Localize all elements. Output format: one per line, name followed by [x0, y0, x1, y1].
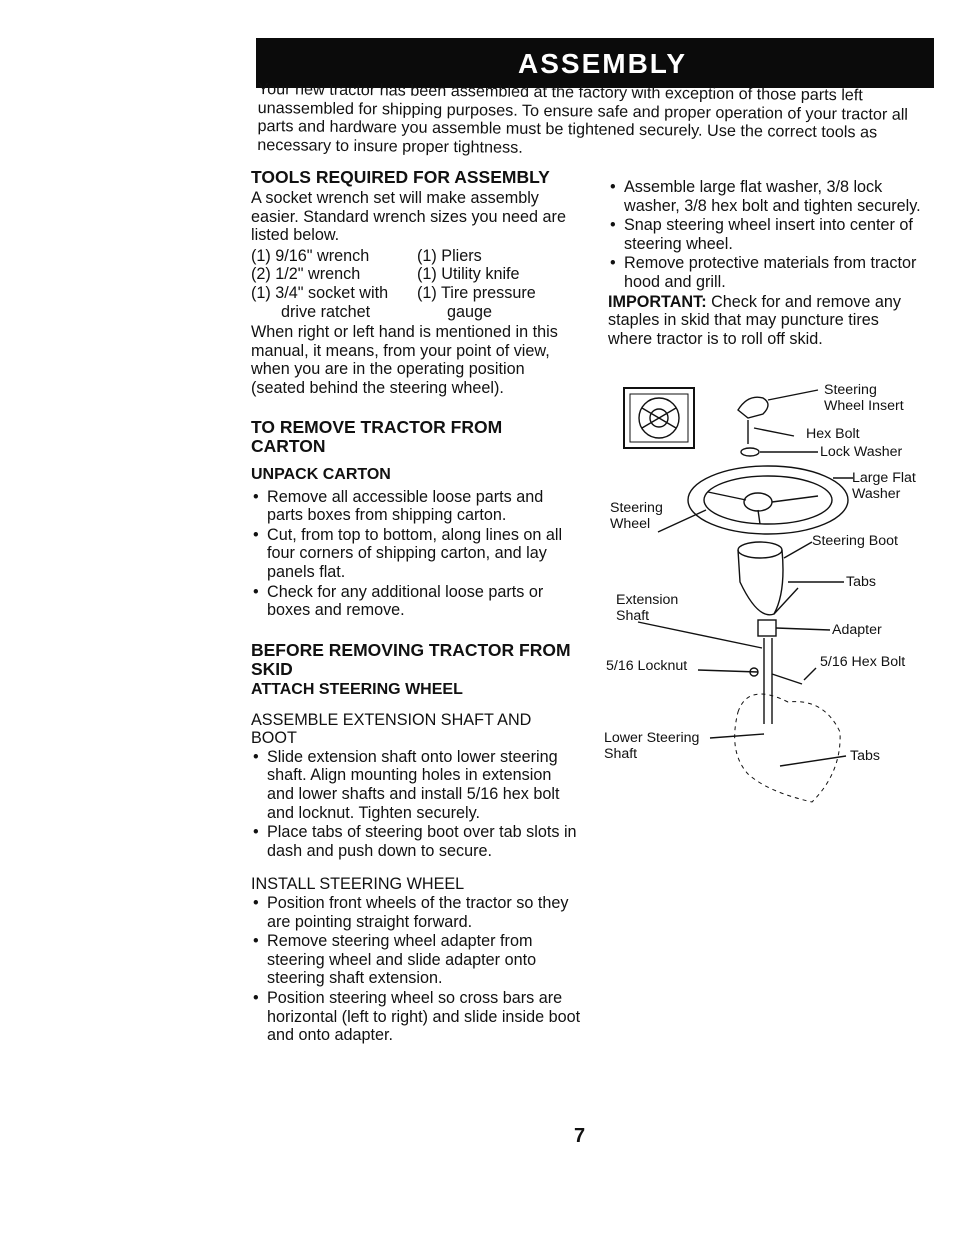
list-item: • Position steering wheel so cross bars are horizontal (left to right) and slide inside boot and onto adapter. — [251, 989, 581, 1045]
list-item: • Remove all accessible loose parts and parts boxes from shipping carton. — [251, 488, 581, 525]
tool-item: (1) Tire pressure — [417, 283, 536, 302]
hand-note: When right or left hand is mentioned in this manual, it means, from your point of view, when you are in the operating position (seated behind the steering wheel). — [251, 323, 558, 397]
tool-item: gauge — [447, 302, 493, 321]
label-lower-steering-shaft: Lower Steering Shaft — [604, 730, 700, 762]
list-item: • Remove steering wheel adapter from steering wheel and slide adapter onto steering shaft extension. — [251, 932, 581, 988]
step2-list — [251, 894, 581, 1045]
label-steering-wheel-insert: Steering Wheel Insert — [824, 382, 904, 414]
label-steering-wheel: Steering Wheel — [610, 500, 663, 532]
attach-subheading: ATTACH STEERING WHEEL — [251, 680, 463, 698]
step1-title: ASSEMBLE EXTENSION SHAFT AND BOOT — [251, 710, 532, 748]
remove-heading: TO REMOVE TRACTOR FROM CARTON — [251, 416, 503, 456]
label-tabs-upper: Tabs — [846, 574, 876, 590]
tool-item: (1) 3/4" socket with — [251, 283, 389, 302]
important-note — [608, 293, 926, 349]
important-label: IMPORTANT: — [608, 292, 707, 311]
tool-item: (2) 1/2" wrench — [251, 265, 361, 284]
label-large-flat-washer: Large Flat Washer — [852, 470, 916, 502]
left-column — [251, 168, 581, 1046]
intro-paragraph: Your new tractor has been assembled at the factory with exception of those parts left unassembled for shipping purposes. To ensure safe and proper operation of your tractor all parts and hardware you assemble must be tightened securely. Use the correct tools as necessary to insure proper tightness. — [257, 80, 909, 157]
steering-assembly-diagram — [598, 382, 934, 822]
tools-intro: A socket wrench set will make assembly easier. Standard wrench sizes you need are listed below. — [251, 189, 566, 245]
list-item: • Snap steering wheel insert into center of steering wheel. — [608, 216, 926, 253]
right-column — [608, 178, 926, 348]
label-steering-boot: Steering Boot — [812, 533, 898, 549]
list-item: • Cut, from top to bottom, along lines on all four corners of shipping carton, and lay panels flat. — [251, 526, 581, 582]
label-hex-bolt: Hex Bolt — [806, 426, 860, 442]
wheel-list — [608, 178, 926, 292]
tools-list — [251, 247, 581, 321]
step1-list — [251, 748, 581, 861]
list-item: • Assemble large flat washer, 3/8 lock washer, 3/8 hex bolt and tighten securely. — [608, 178, 926, 215]
tool-item: drive ratchet — [281, 302, 371, 321]
list-item: • Check for any additional loose parts or boxes and remove. — [251, 583, 581, 620]
label-tabs-lower: Tabs — [850, 748, 880, 764]
section-title: ASSEMBLY — [518, 48, 688, 79]
label-hex-bolt-516: 5/16 Hex Bolt — [820, 654, 906, 670]
tool-item: (1) 9/16" wrench — [251, 246, 370, 265]
before-heading: BEFORE REMOVING TRACTOR FROM SKID — [251, 639, 571, 679]
list-item: • Remove protective materials from tractor hood and grill. — [608, 254, 926, 291]
tool-item: (1) Utility knife — [417, 265, 520, 284]
list-item: • Slide extension shaft onto lower steering shaft. Align mounting holes in extension and lower shafts and install 5/16 hex bolt and locknut. Tighten securely. — [251, 748, 581, 822]
important-text: Check for and remove any staples in skid that may puncture tires where tractor is to roll off skid. — [608, 292, 901, 348]
page-number: 7 — [574, 1125, 586, 1147]
label-lock-washer: Lock Washer — [820, 444, 903, 460]
tool-item: (1) Pliers — [417, 246, 482, 265]
list-item: • Place tabs of steering boot over tab slots in dash and push down to secure. — [251, 823, 581, 860]
unpack-subheading: UNPACK CARTON — [251, 465, 391, 483]
tools-heading: TOOLS REQUIRED FOR ASSEMBLY — [251, 167, 550, 187]
label-adapter: Adapter — [832, 622, 882, 638]
label-locknut: 5/16 Locknut — [606, 658, 688, 674]
step2-title: INSTALL STEERING WHEEL — [251, 875, 465, 894]
unpack-list — [251, 488, 581, 620]
list-item: • Position front wheels of the tractor so they are pointing straight forward. — [251, 894, 581, 931]
label-extension-shaft: Extension Shaft — [616, 592, 679, 624]
